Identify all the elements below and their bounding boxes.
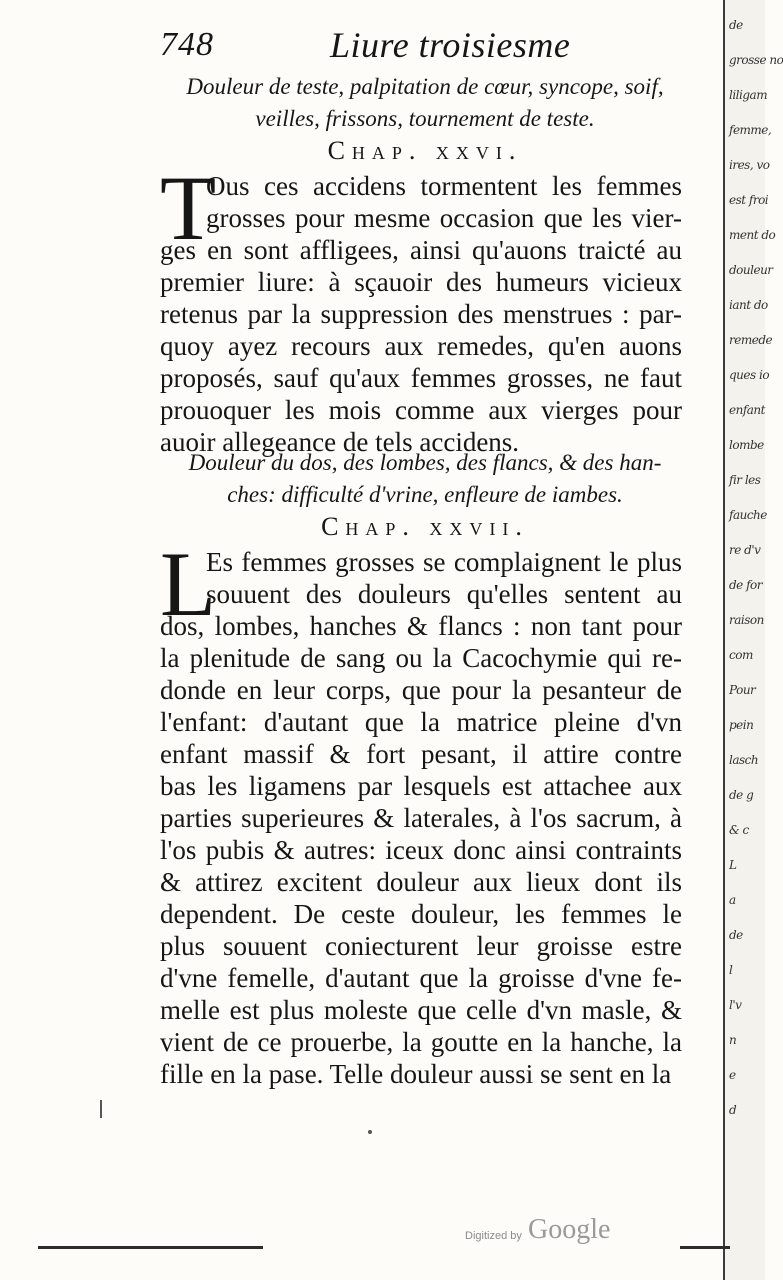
chapter27-line-4: la plenitude de sang ou la Cacochymie qui re-: [160, 643, 682, 673]
ink-mark: [100, 1100, 102, 1118]
margin-fragment: a: [729, 893, 736, 907]
chapter-26-summary-line-1: Douleur de teste, palpitation de cœur, syncope, soif,: [186, 74, 664, 99]
margin-fragment: est froi: [729, 193, 769, 207]
margin-fragment: Pour: [729, 683, 756, 697]
margin-fragment: de: [729, 18, 743, 32]
footer-rule-right: [680, 1246, 730, 1249]
margin-fragment: de: [729, 928, 743, 942]
margin-fragment: remede: [729, 333, 773, 347]
margin-fragment: lasch: [729, 753, 759, 767]
margin-fragment: grosse no: [729, 53, 783, 67]
margin-fragment: femme,: [729, 123, 772, 137]
margin-fragment: com: [729, 648, 753, 662]
margin-fragment: pein: [729, 718, 754, 732]
chapter26-line-8: prouoquer les mois comme aux vierges pour: [160, 395, 682, 425]
margin-fragment: ques io: [729, 368, 770, 382]
chapter27-line-16: vient de ce prouerbe, la goutte en la hanche, la: [160, 1027, 682, 1057]
margin-fragment: re d'v: [729, 543, 761, 557]
margin-fragment: enfant: [729, 403, 765, 417]
margin-fragment: fir les: [729, 473, 761, 487]
chapter27-line-10: l'os pubis & autres: iceux donc ainsi contraints: [160, 835, 682, 865]
margin-fragment: l: [729, 963, 733, 977]
chapter26-line-1: Ous ces accidens tormentent les femmes: [206, 171, 682, 201]
chapter27-line-9: parties superieures & laterales, à l'os sacrum, à: [160, 803, 682, 833]
margin-fragment: l'v: [729, 998, 742, 1012]
margin-fragment: n: [729, 1033, 737, 1047]
chapter-27-heading: Chap. xxvii.: [321, 512, 529, 541]
margin-fragment: de g: [729, 788, 754, 802]
chapter-26-summary-line-2: veilles, frissons, tournement de teste.: [255, 106, 595, 131]
chapter27-line-7: enfant massif & fort pesant, il attire contre: [160, 739, 682, 769]
page-number: 748: [160, 26, 214, 63]
margin-fragment: liligam: [729, 88, 768, 102]
chapter26-line-2: grosses pour mesme occasion que les vier-: [206, 203, 682, 233]
chapter26-line-9: auoir allegeance de tels accidens.: [160, 427, 520, 457]
margin-fragment: iant do: [729, 298, 768, 312]
chapter27-line-5: donde en leur corps, que pour la pesanteur de: [160, 675, 682, 705]
margin-fragment: L: [729, 858, 737, 872]
chapter-27-summary-line-1: Douleur du dos, des lombes, des flancs, & des han-: [188, 450, 662, 475]
chapter27-line-17: fille en la pase. Telle douleur aussi se sent en la: [160, 1059, 672, 1089]
chapter26-line-6: quoy ayez recours aux remedes, qu'en auons: [160, 331, 682, 361]
running-title: Liure troisiesme: [330, 25, 571, 65]
footer-rule-left: [38, 1246, 263, 1249]
margin-fragment: ment do: [729, 228, 776, 242]
chapter27-line-8: bas les ligamens par lesquels est attachee aux: [160, 771, 682, 801]
ink-dot: [368, 1130, 372, 1134]
margin-fragment: d: [729, 1103, 737, 1117]
chapter-26-heading: Chap. xxvi.: [327, 136, 523, 165]
chapter27-line-13: plus souuent coniecturent leur groisse estre: [160, 931, 682, 961]
digitized-by-label: Digitized by: [465, 1230, 522, 1242]
chapter27-line-14: d'vne femelle, d'autant que la groisse d'vne fe-: [160, 963, 682, 993]
chapter27-line-3: dos, lombes, hanches & flancs : non tant pour: [160, 611, 682, 641]
chapter26-line-7: proposés, sauf qu'aux femmes grosses, ne faut: [160, 363, 682, 393]
chapter26-line-4: premier liure: à sçauoir des humeurs vicieux: [160, 267, 682, 297]
chapter27-line-15: melle est plus moleste que celle d'vn masle, &: [160, 995, 682, 1025]
chapter27-line-6: l'enfant: d'autant que la matrice pleine d'vn: [160, 707, 682, 737]
chapter-27-summary-line-2: ches: difficulté d'vrine, enfleure de iambes.: [227, 482, 623, 507]
chapter27-line-1: Es femmes grosses se complaignent le plus: [206, 547, 682, 577]
margin-fragment: raison: [729, 613, 764, 627]
chapter27-line-11: & attirez excitent douleur aux lieux dont ils: [160, 867, 682, 897]
adjacent-page-margin: [723, 0, 783, 1280]
margin-fragment: douleur: [729, 263, 773, 277]
chapter-27-dropcap: L: [160, 533, 217, 635]
chapter27-line-12: dependent. De ceste douleur, les femmes le: [160, 899, 682, 929]
chapter27-line-2: souuent des douleurs qu'elles sentent au: [206, 579, 682, 609]
margin-fragment: e: [729, 1068, 736, 1082]
footer: [0, 1196, 765, 1256]
google-logo: Google: [528, 1214, 611, 1245]
margin-fragment: & c: [729, 823, 749, 837]
margin-fragment: ires, vo: [729, 158, 770, 172]
margin-fragment: de for: [729, 578, 762, 592]
margin-fragment: lombe: [729, 438, 764, 452]
chapter26-line-3: ges en sont affligees, ainsi qu'auons traicté au: [160, 235, 682, 265]
margin-fragment: fauche: [729, 508, 767, 522]
chapter26-line-5: retenus par la suppression des menstrues : par-: [160, 299, 682, 329]
chapter-26-dropcap: T: [160, 157, 217, 259]
